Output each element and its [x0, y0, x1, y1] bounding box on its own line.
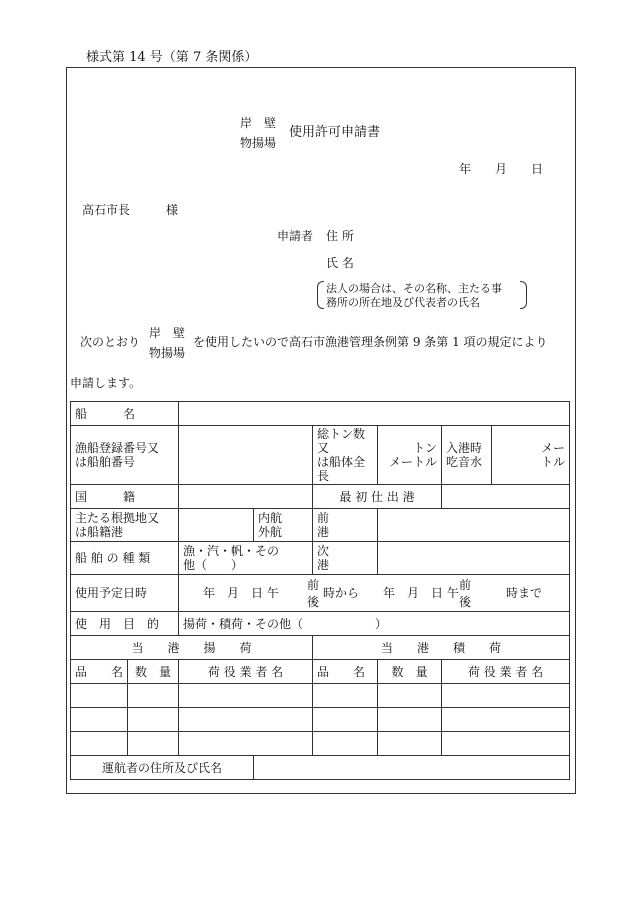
- schedule-from-tail: 時から: [323, 586, 360, 600]
- nationality-label: 国 籍: [71, 485, 179, 509]
- body-line2: 申請します。: [70, 376, 142, 390]
- table-row-ship-type: [71, 542, 570, 575]
- title-option-landing: 物揚場: [240, 136, 277, 150]
- first-port-label: 最 初 仕 出 港: [313, 485, 442, 509]
- home-port-field[interactable]: [179, 509, 254, 542]
- gross-ton-field[interactable]: トン メートル: [378, 426, 442, 485]
- table-row-cargo-headers: [71, 636, 570, 660]
- unload-qty-header: 数 量: [128, 660, 179, 684]
- table-row: [71, 732, 570, 756]
- unload-item-header: 品 名: [71, 660, 128, 684]
- page-title: 使用許可申請書: [289, 125, 381, 140]
- load-qty-header: 数 量: [378, 660, 442, 684]
- first-port-field[interactable]: [442, 485, 570, 509]
- operator-field[interactable]: [254, 756, 570, 780]
- note-bracket-left: [317, 281, 324, 309]
- addressee: 高石市長 様: [82, 203, 179, 217]
- table-row-operator: [71, 756, 570, 780]
- body-prefix: 次のとおり: [80, 335, 141, 349]
- schedule-to-pm: 後: [459, 595, 472, 609]
- schedule-to-date: 年 月 日 午: [383, 586, 459, 600]
- schedule-from-am: 前: [307, 578, 320, 592]
- schedule-from-pm: 後: [307, 595, 320, 609]
- body-suffix: を使用したいので高石市漁港管理条例第 9 条第 1 項の規定により: [193, 335, 548, 349]
- schedule-label: 使用予定日時: [71, 575, 179, 612]
- nationality-field[interactable]: [179, 485, 313, 509]
- table-row-ship-name: [71, 402, 570, 426]
- ship-type-field[interactable]: 漁・汽・帆・その 他（ ）: [179, 542, 313, 575]
- next-port-label: 次 港: [313, 542, 378, 575]
- table-row: [71, 708, 570, 732]
- note-bracket-right: [520, 281, 527, 309]
- home-port-label: 主たる根拠地又 は船籍港: [71, 509, 179, 542]
- purpose-field[interactable]: 揚荷・積荷・その他（ ）: [179, 612, 570, 636]
- body-option-landing: 物揚場: [149, 346, 186, 360]
- draft-label: 入港時 吃音水: [442, 426, 492, 485]
- schedule-from-date: 年 月 日 午: [203, 586, 279, 600]
- application-table: [70, 401, 570, 780]
- schedule-to-tail: 時まで: [506, 586, 543, 600]
- table-row-registration: [71, 426, 570, 485]
- table-row: [71, 684, 570, 708]
- applicant-note-line1: 法人の場合は、その名称、主たる事: [326, 282, 502, 295]
- applicant-address-label: 住 所: [326, 229, 354, 243]
- operator-label: 運航者の住所及び氏名: [71, 756, 254, 780]
- load-handler-header: 荷 役 業 者 名: [442, 660, 570, 684]
- load-header: 当 港 積 荷: [313, 636, 570, 660]
- schedule-field[interactable]: [179, 575, 570, 612]
- previous-port-field[interactable]: [378, 509, 570, 542]
- ship-name-field[interactable]: [179, 402, 570, 426]
- table-row-nationality: [71, 485, 570, 509]
- body-option-quay: 岸 壁: [149, 326, 186, 340]
- date-line: 年 月 日: [459, 162, 544, 176]
- title-option-quay: 岸 壁: [240, 116, 277, 130]
- applicant-note-line2: 務所の所在地及び代表者の氏名: [326, 296, 480, 309]
- table-row-schedule: [71, 575, 570, 612]
- table-row-purpose: [71, 612, 570, 636]
- applicant-name-label: 氏 名: [326, 256, 354, 270]
- previous-port-label: 前 港: [313, 509, 378, 542]
- form-number: 様式第 14 号（第 7 条関係）: [86, 50, 258, 65]
- ship-type-label: 船 舶 の 種 類: [71, 542, 179, 575]
- table-row-home-port: [71, 509, 570, 542]
- registration-label: 漁船登録番号又 は船舶番号: [71, 426, 179, 485]
- ship-name-label: 船 名: [71, 402, 179, 426]
- registration-field[interactable]: [179, 426, 313, 485]
- unload-handler-header: 荷 役 業 者 名: [179, 660, 313, 684]
- draft-field[interactable]: メー トル: [492, 426, 570, 485]
- applicant-label: 申請者: [277, 229, 314, 243]
- gross-ton-label: 総トン数又 は船体全長: [313, 426, 378, 485]
- purpose-label: 使 用 目 的: [71, 612, 179, 636]
- next-port-field[interactable]: [378, 542, 570, 575]
- route-option[interactable]: 内航 外航: [254, 509, 313, 542]
- load-item-header: 品 名: [313, 660, 378, 684]
- schedule-to-am: 前: [459, 578, 472, 592]
- table-row-cargo-columns: [71, 660, 570, 684]
- unload-header: 当 港 揚 荷: [71, 636, 313, 660]
